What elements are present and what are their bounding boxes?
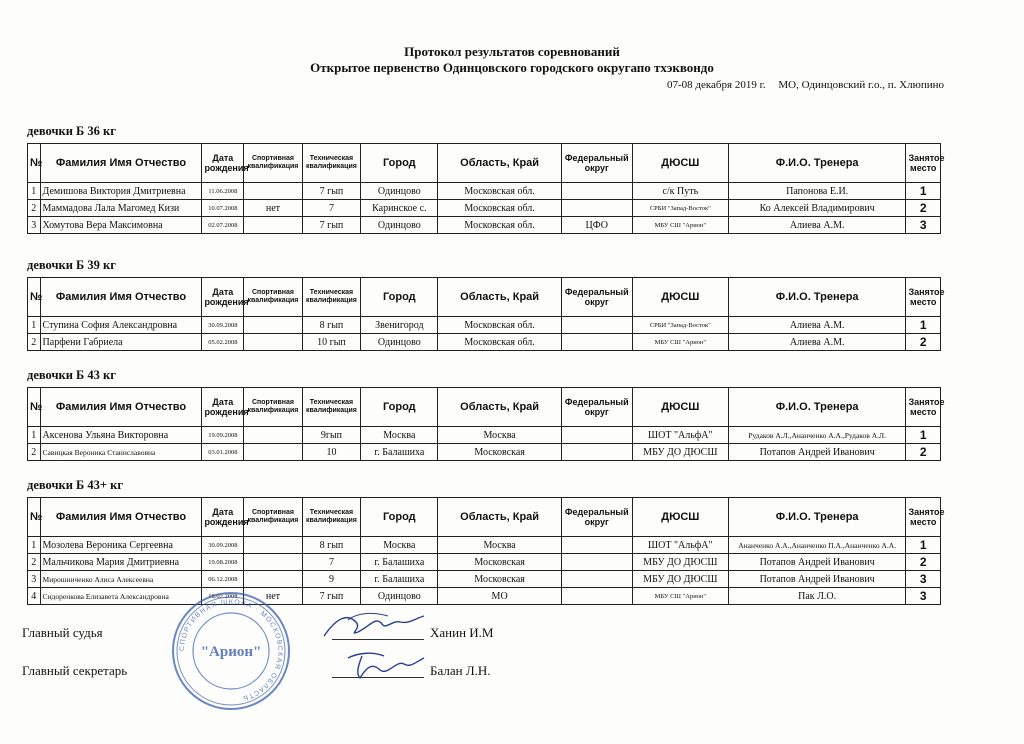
category-title: девочки Б 39 кг bbox=[27, 258, 116, 272]
cell-place: 2 bbox=[906, 334, 941, 351]
col-header-region: Область, Край bbox=[438, 498, 561, 537]
cell-school: с/к Путь bbox=[632, 183, 728, 200]
col-header-fed-district: Федеральный округ bbox=[561, 144, 632, 183]
cell-sport-qual bbox=[244, 571, 302, 588]
cell-tech-qual: 7 bbox=[302, 200, 360, 217]
cell-fed-district bbox=[561, 317, 632, 334]
cell-coach: Ко Алексей Владимирович bbox=[728, 200, 906, 217]
cell-num: 4 bbox=[28, 588, 41, 605]
table-row bbox=[28, 571, 941, 588]
col-header-city: Город bbox=[361, 278, 438, 317]
results-table bbox=[27, 497, 945, 605]
cell-num: 3 bbox=[28, 571, 41, 588]
cell-dob: 06.12.2008 bbox=[202, 571, 244, 588]
col-header-fed-district: Федеральный округ bbox=[561, 498, 632, 537]
col-header-tech-qual: Техническая квалификация bbox=[302, 278, 360, 317]
results-table bbox=[27, 387, 945, 461]
cell-coach: Потапов Андрей Иванович bbox=[728, 554, 906, 571]
cell-num: 1 bbox=[28, 317, 41, 334]
cell-school: МБУ ДО ДЮСШ bbox=[632, 444, 728, 461]
chief-secretary-name: Балан Л.Н. bbox=[430, 663, 491, 678]
cell-city: г. Балашиха bbox=[361, 444, 438, 461]
cell-fed-district bbox=[561, 427, 632, 444]
cell-region: Московская обл. bbox=[438, 200, 561, 217]
cell-region: Московская bbox=[438, 571, 561, 588]
cell-sport-qual bbox=[244, 217, 302, 234]
cell-region: Московская обл. bbox=[438, 183, 561, 200]
table-row bbox=[28, 444, 941, 461]
cell-place: 1 bbox=[906, 427, 941, 444]
cell-num: 3 bbox=[28, 217, 41, 234]
cell-fio: Маммадова Лала Магомед Кизи bbox=[40, 200, 202, 217]
cell-sport-qual bbox=[244, 444, 302, 461]
results-table bbox=[27, 277, 945, 351]
col-header-dob: Дата рождения bbox=[202, 388, 244, 427]
cell-city: Одинцово bbox=[361, 183, 438, 200]
cell-school: МБУ СШ "Арион" bbox=[632, 334, 728, 351]
col-header-city: Город bbox=[361, 144, 438, 183]
cell-num: 1 bbox=[28, 427, 41, 444]
cell-coach: Рудаков А.Л.,Ананченко А.А.,Рудаков А.Л. bbox=[728, 427, 906, 444]
col-header-num: № bbox=[28, 388, 41, 427]
cell-num: 1 bbox=[28, 183, 41, 200]
cell-place: 3 bbox=[906, 571, 941, 588]
col-header-city: Город bbox=[361, 498, 438, 537]
col-header-fed-district: Федеральный округ bbox=[561, 388, 632, 427]
cell-tech-qual: 8 гып bbox=[302, 317, 360, 334]
cell-region: МО bbox=[438, 588, 561, 605]
col-header-fed-district: Федеральный округ bbox=[561, 278, 632, 317]
cell-school: ШОТ "АльфА" bbox=[632, 537, 728, 554]
cell-city: Одинцово bbox=[361, 588, 438, 605]
col-header-sport-qual: Спортивная квалификация bbox=[244, 144, 302, 183]
cell-sport-qual bbox=[244, 427, 302, 444]
event-dates: 07-08 декабря 2019 г. bbox=[666, 79, 766, 91]
cell-region: Московская bbox=[438, 444, 561, 461]
cell-dob: 18.02.2008 bbox=[202, 588, 244, 605]
cell-fio: Аксенова Ульяна Викторовна bbox=[40, 427, 202, 444]
chief-secretary-label: Главный секретарь bbox=[22, 663, 128, 678]
table-row bbox=[28, 427, 941, 444]
table-row bbox=[28, 554, 941, 571]
judge-signature-scribble bbox=[318, 610, 428, 644]
col-header-tech-qual: Техническая квалификация bbox=[302, 388, 360, 427]
col-header-fio: Фамилия Имя Отчество bbox=[40, 144, 202, 183]
cell-tech-qual: 7 гып bbox=[302, 217, 360, 234]
category-title: девочки Б 36 кг bbox=[27, 124, 116, 138]
col-header-school: ДЮСШ bbox=[632, 144, 728, 183]
cell-tech-qual: 9 bbox=[302, 571, 360, 588]
cell-tech-qual: 7 гып bbox=[302, 183, 360, 200]
cell-school: СРБИ "Запад-Восток" bbox=[632, 200, 728, 217]
col-header-place: Занятое место bbox=[906, 278, 941, 317]
cell-fed-district bbox=[561, 571, 632, 588]
cell-coach: Пак Л.О. bbox=[728, 588, 906, 605]
col-header-coach: Ф.И.О. Тренера bbox=[728, 498, 906, 537]
category-title: девочки Б 43 кг bbox=[27, 368, 116, 382]
cell-num: 2 bbox=[28, 444, 41, 461]
cell-dob: 11.06.2008 bbox=[202, 183, 244, 200]
cell-city: Москва bbox=[361, 537, 438, 554]
cell-sport-qual bbox=[244, 554, 302, 571]
cell-num: 2 bbox=[28, 334, 41, 351]
cell-fed-district bbox=[561, 588, 632, 605]
cell-num: 2 bbox=[28, 200, 41, 217]
col-header-region: Область, Край bbox=[438, 278, 561, 317]
cell-tech-qual: 10 гып bbox=[302, 334, 360, 351]
cell-tech-qual: 10 bbox=[302, 444, 360, 461]
cell-sport-qual bbox=[244, 317, 302, 334]
col-header-tech-qual: Техническая квалификация bbox=[302, 144, 360, 183]
cell-fio: Мирошниченко Алиса Алексеевна bbox=[40, 571, 202, 588]
cell-coach: Алиева А.М. bbox=[728, 217, 906, 234]
cell-city: Одинцово bbox=[361, 217, 438, 234]
cell-sport-qual bbox=[244, 537, 302, 554]
cell-fed-district: ЦФО bbox=[561, 217, 632, 234]
cell-dob: 02.07.2008 bbox=[202, 217, 244, 234]
cell-place: 2 bbox=[906, 200, 941, 217]
cell-fio: Демишова Виктория Дмитриевна bbox=[40, 183, 202, 200]
cell-fed-district bbox=[561, 183, 632, 200]
cell-fio: Мозолева Вероника Сергеевна bbox=[40, 537, 202, 554]
organization-stamp bbox=[170, 590, 292, 712]
cell-region: Московская bbox=[438, 554, 561, 571]
col-header-dob: Дата рождения bbox=[202, 144, 244, 183]
cell-tech-qual: 8 гып bbox=[302, 537, 360, 554]
col-header-coach: Ф.И.О. Тренера bbox=[728, 278, 906, 317]
chief-judge-name: Ханин И.М bbox=[430, 625, 494, 640]
table-row bbox=[28, 183, 941, 200]
results-table bbox=[27, 143, 945, 234]
cell-school: МБУ СШ "Арион" bbox=[632, 217, 728, 234]
table-row bbox=[28, 588, 941, 605]
cell-place: 1 bbox=[906, 317, 941, 334]
cell-sport-qual bbox=[244, 183, 302, 200]
cell-sport-qual: нет bbox=[244, 588, 302, 605]
cell-school: МБУ ДО ДЮСШ bbox=[632, 571, 728, 588]
cell-region: Московская обл. bbox=[438, 334, 561, 351]
col-header-num: № bbox=[28, 498, 41, 537]
cell-region: Москва bbox=[438, 427, 561, 444]
cell-place: 2 bbox=[906, 554, 941, 571]
cell-dob: 19.09.2008 bbox=[202, 427, 244, 444]
col-header-tech-qual: Техническая квалификация bbox=[302, 498, 360, 537]
protocol-title: Протокол результатов соревнований bbox=[404, 44, 620, 59]
col-header-place: Занятое место bbox=[906, 144, 941, 183]
table-row bbox=[28, 537, 941, 554]
cell-school: МБУ ДО ДЮСШ bbox=[632, 554, 728, 571]
competition-title: Открытое первенство Одинцовского городского округапо тхэквондо bbox=[310, 60, 714, 75]
event-venue: МО, Одинцовский г.о., п. Хлюпино bbox=[778, 79, 944, 91]
col-header-school: ДЮСШ bbox=[632, 388, 728, 427]
cell-fed-district bbox=[561, 334, 632, 351]
col-header-sport-qual: Спортивная квалификация bbox=[244, 388, 302, 427]
col-header-coach: Ф.И.О. Тренера bbox=[728, 388, 906, 427]
cell-dob: 30.09.2008 bbox=[202, 317, 244, 334]
cell-region: Москва bbox=[438, 537, 561, 554]
cell-fio: Савицкая Вероника Станиславовна bbox=[40, 444, 202, 461]
cell-fed-district bbox=[561, 444, 632, 461]
col-header-fio: Фамилия Имя Отчество bbox=[40, 498, 202, 537]
cell-dob: 19.08.2008 bbox=[202, 554, 244, 571]
cell-coach: Папонова Е.И. bbox=[728, 183, 906, 200]
cell-place: 1 bbox=[906, 183, 941, 200]
col-header-dob: Дата рождения bbox=[202, 498, 244, 537]
col-header-sport-qual: Спортивная квалификация bbox=[244, 498, 302, 537]
col-header-place: Занятое место bbox=[906, 498, 941, 537]
cell-school: МБУ СШ "Арион" bbox=[632, 588, 728, 605]
cell-sport-qual: нет bbox=[244, 200, 302, 217]
category-title: девочки Б 43+ кг bbox=[27, 478, 124, 492]
cell-place: 1 bbox=[906, 537, 941, 554]
header-row bbox=[28, 388, 941, 427]
cell-city: Каринское с. bbox=[361, 200, 438, 217]
cell-school: ШОТ "АльфА" bbox=[632, 427, 728, 444]
col-header-num: № bbox=[28, 144, 41, 183]
cell-tech-qual: 7 bbox=[302, 554, 360, 571]
cell-place: 2 bbox=[906, 444, 941, 461]
table-row bbox=[28, 200, 941, 217]
date-venue-line bbox=[657, 79, 944, 91]
cell-fio: Ступина София Александровна bbox=[40, 317, 202, 334]
cell-coach: Потапов Андрей Иванович bbox=[728, 444, 906, 461]
cell-school: СРБИ "Запад-Восток" bbox=[632, 317, 728, 334]
cell-city: Звенигород bbox=[361, 317, 438, 334]
cell-dob: 10.07.2008 bbox=[202, 200, 244, 217]
cell-dob: 05.02.2008 bbox=[202, 334, 244, 351]
cell-coach: Потапов Андрей Иванович bbox=[728, 571, 906, 588]
cell-tech-qual: 9гып bbox=[302, 427, 360, 444]
table-row bbox=[28, 334, 941, 351]
col-header-fio: Фамилия Имя Отчество bbox=[40, 388, 202, 427]
secretary-signature-scribble bbox=[340, 648, 430, 682]
cell-fio: Хомутова Вера Максимовна bbox=[40, 217, 202, 234]
col-header-city: Город bbox=[361, 388, 438, 427]
cell-num: 1 bbox=[28, 537, 41, 554]
header-row bbox=[28, 498, 941, 537]
cell-fio: Сидоренкова Елизавета Александровна bbox=[40, 588, 202, 605]
table-row bbox=[28, 217, 941, 234]
cell-fed-district bbox=[561, 200, 632, 217]
col-header-school: ДЮСШ bbox=[632, 278, 728, 317]
cell-dob: 30.09.2008 bbox=[202, 537, 244, 554]
stamp-ring-text: СПОРТИВНАЯ ШКОЛА · МОСКОВСКАЯ ОБЛАСТЬ bbox=[178, 598, 284, 702]
cell-coach: Алиева А.М. bbox=[728, 334, 906, 351]
col-header-num: № bbox=[28, 278, 41, 317]
cell-coach: Ананченко А.А.,Ананченко П.А.,Ананченко А.А. bbox=[728, 537, 906, 554]
col-header-place: Занятое место bbox=[906, 388, 941, 427]
cell-coach: Алиева А.М. bbox=[728, 317, 906, 334]
cell-city: Москва bbox=[361, 427, 438, 444]
cell-dob: 03.01.2008 bbox=[202, 444, 244, 461]
stamp-center-text: "Арион" bbox=[200, 644, 262, 660]
cell-city: г. Балашиха bbox=[361, 554, 438, 571]
cell-region: Московская обл. bbox=[438, 217, 561, 234]
cell-region: Московская обл. bbox=[438, 317, 561, 334]
cell-fio: Мальчикова Мария Дмитриевна bbox=[40, 554, 202, 571]
cell-city: Одинцово bbox=[361, 334, 438, 351]
chief-judge-label: Главный судья bbox=[22, 625, 103, 640]
cell-tech-qual: 7 гып bbox=[302, 588, 360, 605]
cell-fed-district bbox=[561, 554, 632, 571]
cell-place: 3 bbox=[906, 217, 941, 234]
cell-num: 2 bbox=[28, 554, 41, 571]
col-header-school: ДЮСШ bbox=[632, 498, 728, 537]
cell-fed-district bbox=[561, 537, 632, 554]
cell-place: 3 bbox=[906, 588, 941, 605]
header-row bbox=[28, 144, 941, 183]
cell-sport-qual bbox=[244, 334, 302, 351]
col-header-region: Область, Край bbox=[438, 144, 561, 183]
cell-fio: Парфени Габриела bbox=[40, 334, 202, 351]
col-header-fio: Фамилия Имя Отчество bbox=[40, 278, 202, 317]
cell-city: г. Балашиха bbox=[361, 571, 438, 588]
col-header-dob: Дата рождения bbox=[202, 278, 244, 317]
col-header-region: Область, Край bbox=[438, 388, 561, 427]
table-row bbox=[28, 317, 941, 334]
header-row bbox=[28, 278, 941, 317]
col-header-coach: Ф.И.О. Тренера bbox=[728, 144, 906, 183]
col-header-sport-qual: Спортивная квалификация bbox=[244, 278, 302, 317]
